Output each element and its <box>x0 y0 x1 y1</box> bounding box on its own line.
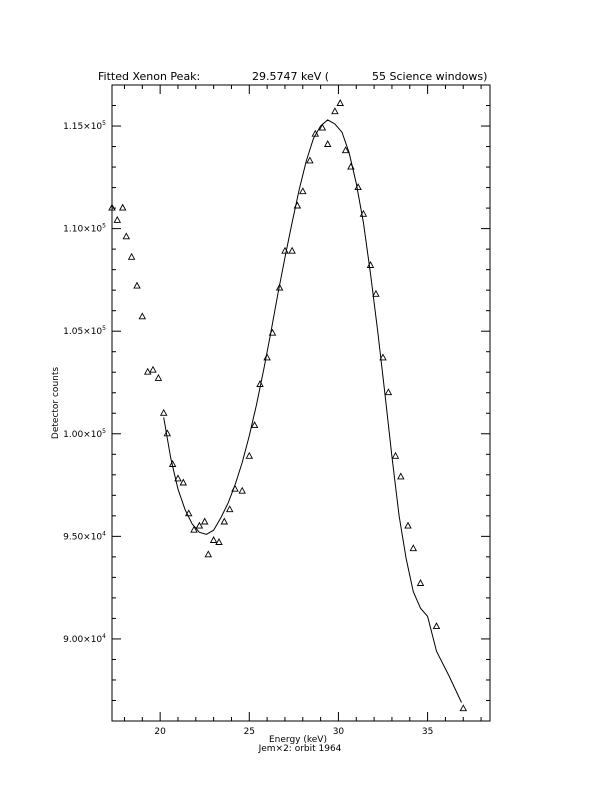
data-point <box>216 539 222 545</box>
subcaption: Jem×2: orbit 1964 <box>258 744 342 754</box>
title-windows: 55 Science windows) <box>372 70 488 83</box>
data-point <box>264 354 270 360</box>
data-point <box>348 164 354 170</box>
data-point <box>434 623 440 629</box>
data-point <box>289 248 295 254</box>
data-point <box>405 523 411 529</box>
y-tick-label: $1.00\times 10^5$ <box>63 427 106 440</box>
data-point <box>373 291 379 297</box>
data-point <box>227 506 233 512</box>
y-tick-label: $1.05\times 10^5$ <box>63 325 106 338</box>
fit-curve <box>164 120 462 703</box>
y-axis <box>63 85 490 700</box>
data-point <box>191 527 197 533</box>
data-point <box>368 262 374 268</box>
data-point <box>460 705 466 711</box>
y-axis-label: Detector counts <box>51 366 61 440</box>
data-point <box>196 523 202 529</box>
title-value: 29.5747 keV ( <box>252 70 330 83</box>
data-point <box>410 545 416 551</box>
data-point <box>307 157 313 163</box>
x-tick-label: 30 <box>332 727 345 737</box>
x-axis-label: Energy (keV) <box>269 735 327 745</box>
data-point <box>246 453 252 459</box>
data-point <box>129 254 135 259</box>
data-point <box>398 473 404 479</box>
data-point <box>155 375 161 381</box>
title <box>98 70 487 83</box>
data-point <box>211 537 217 543</box>
title-label: Fitted Xenon Peak: <box>98 70 201 83</box>
data-point <box>180 480 186 486</box>
data-point <box>294 203 300 209</box>
fit-curve-group <box>164 120 462 703</box>
data-point <box>114 217 120 223</box>
y-tick-label: $1.10\times 10^5$ <box>63 222 106 235</box>
data-point <box>161 410 167 416</box>
x-tick-label: 25 <box>243 727 256 737</box>
data-point <box>202 519 208 525</box>
data-point <box>120 205 126 211</box>
y-tick-label: $1.15\times 10^5$ <box>63 120 106 133</box>
data-point <box>355 184 361 190</box>
x-tick-label: 35 <box>421 727 434 737</box>
data-point <box>239 488 245 494</box>
data-point <box>418 580 424 586</box>
data-points-group <box>109 100 466 711</box>
x-tick-label: 20 <box>154 727 166 737</box>
data-point <box>221 519 227 525</box>
data-point <box>145 369 151 375</box>
data-point <box>385 389 391 395</box>
data-point <box>393 453 399 459</box>
data-point <box>164 430 170 436</box>
data-point <box>232 486 238 492</box>
data-point <box>205 551 211 557</box>
data-point <box>337 100 343 106</box>
data-point <box>150 367 156 373</box>
data-point <box>134 283 140 289</box>
data-point <box>139 313 145 319</box>
x-axis <box>124 85 481 737</box>
y-tick-label: $9.50\times 10^4$ <box>63 530 106 543</box>
data-point <box>123 233 129 239</box>
y-tick-label: $9.00\times 10^4$ <box>63 632 106 645</box>
data-point <box>325 141 331 147</box>
data-point <box>300 188 306 194</box>
data-point <box>332 108 338 114</box>
